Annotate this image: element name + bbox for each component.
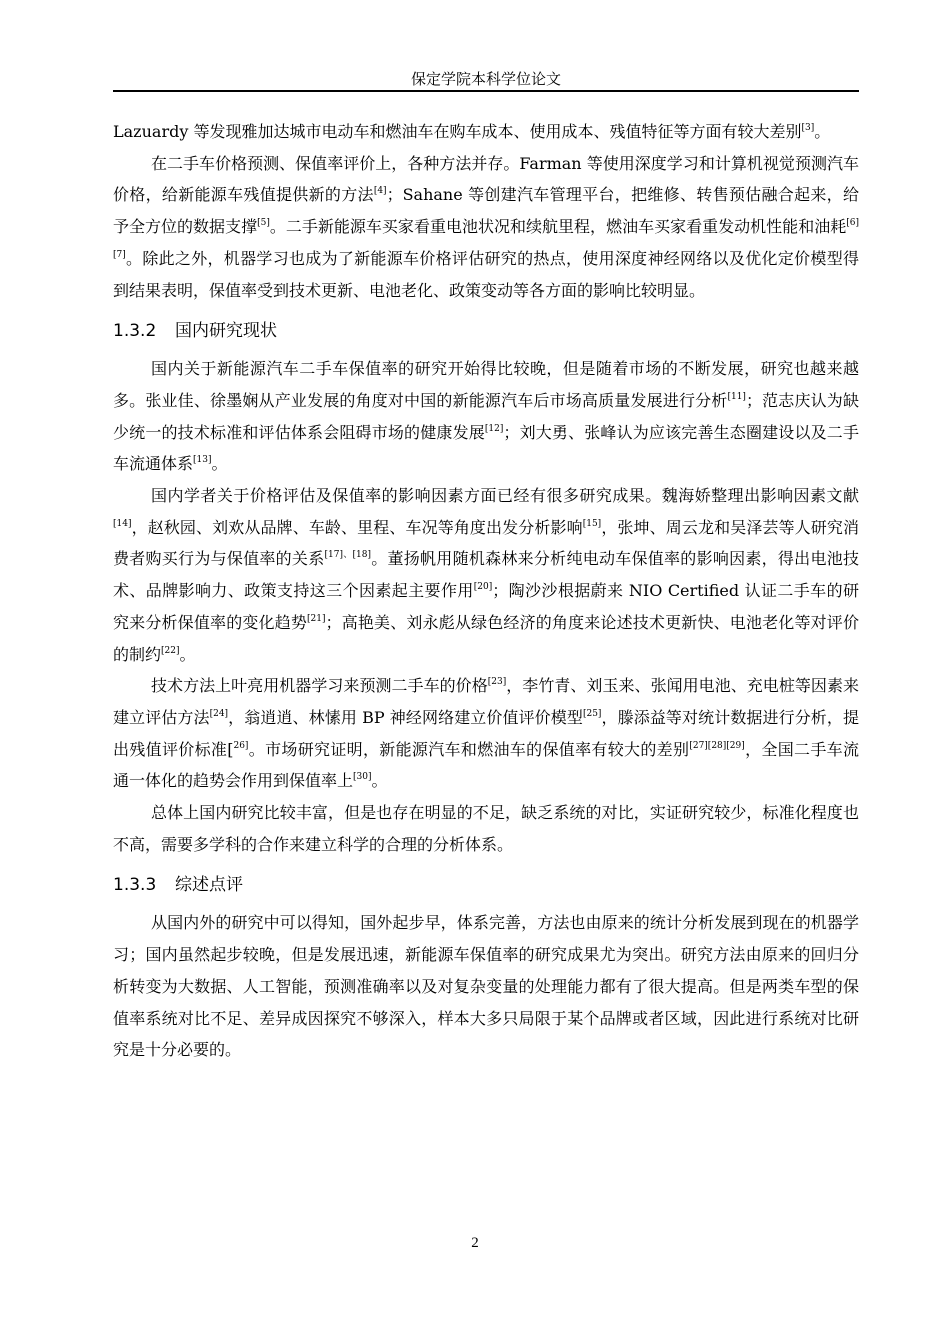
text: ；高艳美、刘永彪从绿色经济的角度来论述技术更新快、电池老化等对评价的制约 <box>113 612 859 664</box>
text: 国内学者关于价格评估及保值率的影响因素方面已经有很多研究成果。魏海娇整理出影响因素文献 <box>151 486 859 506</box>
text: ；Sahane 等创建汽车管理平台，把维修、转售预估融合起来，给予全方位的数据支撑 <box>113 185 859 237</box>
citation: [22] <box>161 645 180 656</box>
text: 。 <box>814 122 831 141</box>
citation: [20] <box>473 582 493 593</box>
citation: 26] <box>233 740 249 751</box>
citation: [11] <box>727 391 746 402</box>
citation: [17]、[18] <box>324 550 371 561</box>
section-number: 1.3.3 <box>113 875 157 896</box>
paragraph-domestic-overview <box>113 353 859 480</box>
citation: [14] <box>113 518 132 529</box>
text: 国内关于新能源汽车二手车保值率的研究开始得比较晚，但是随着市场的不断发展，研究也越来越多。张业佳、徐墨娴从产业发展的角度对中国的新能源汽车后市场高质量发展进行分析 <box>113 359 859 410</box>
text: 。除此之外，机器学习也成为了新能源车价格评估研究的热点，使用深度神经网络以及优化定价模型得到结果表明，保值率受到技术更新、电池老化、政策变动等各方面的影响比较明显。 <box>113 248 859 300</box>
citation: [12] <box>484 423 504 434</box>
section-heading-1-3-3 <box>113 871 859 899</box>
running-header: 保定学院本科学位论文 <box>113 70 859 92</box>
body-text <box>113 116 859 1066</box>
text: 。 <box>211 454 228 474</box>
citation: [21] <box>307 613 326 624</box>
text: ，赵秋园、刘欢从品牌、车龄、里程、车况等角度出发分析影响 <box>131 517 583 537</box>
citation: [3] <box>801 123 815 133</box>
text: ；陶沙沙根据蔚来 NIO Certified 认证二手车的研究来分析保值率的变化趋势 <box>113 581 859 632</box>
citation: [24] <box>209 708 229 719</box>
text: ，全国二手车流通一体化的趋势会作用到保值率上 <box>113 739 859 791</box>
paragraph-technical-methods <box>113 670 859 797</box>
text: 。董扬帆用随机森林来分析纯电动车保值率的影响因素，得出电池技术、品牌影响力、政策支持这三个因素起主要作用 <box>113 549 859 601</box>
paragraph-price-prediction <box>113 148 859 307</box>
text: 技术方法上叶亮用机器学习来预测二手车的价格 <box>151 676 488 696</box>
citation: [4] <box>373 186 387 197</box>
paragraph-lazuardy <box>113 116 859 148</box>
citation: [30] <box>353 772 372 783</box>
paragraph-summary-domestic: 总体上国内研究比较丰富，但是也存在明显的不足，缺乏系统的对比，实证研究较少，标准化程度也不高，需要多学科的合作来建立科学的合理的分析体系。 <box>113 803 859 854</box>
text: ，翁逍逍、林愫用 BP 神经网络建立价值评价模型 <box>228 707 583 727</box>
citation: [13] <box>193 455 212 466</box>
citation: [5] <box>257 218 270 229</box>
section-title: 综述点评 <box>175 875 243 896</box>
text: ，张坤、周云龙和吴泽芸等人研究消费者购买行为与保值率的关系 <box>113 517 859 569</box>
text: 。市场研究证明，新能源汽车和燃油车的保值率有较大的差别 <box>248 739 690 759</box>
section-title: 国内研究现状 <box>175 321 277 342</box>
text: ，滕添益等对统计数据进行分析，提出残值评价标准[ <box>113 707 859 759</box>
citation: [25] <box>582 708 602 719</box>
citation: [15] <box>582 518 602 529</box>
text: 。 <box>371 771 388 791</box>
paragraph-review-comment: 从国内外的研究中可以得知，国外起步早，体系完善，方法也由原来的统计分析发展到现在的机器学习；国内虽然起步较晚，但是发展迅速，新能源车保值率的研究成果尤为突出。研究方法由原来的回归分析转变为大数据、人工智能，预测准确率以及对复杂变量的处理能力都有了很大提高。但是两类车型的保值率系统对比不足、差异成因探究不够深入，样本大多只局限于某个品牌或者区域，因此进行系统对比研究是十分必要的。 <box>113 913 859 1060</box>
section-heading-1-3-2 <box>113 317 859 345</box>
paragraph-influence-factors <box>113 480 859 670</box>
text: 。 <box>179 644 196 664</box>
text: 。二手新能源车买家看重电池状况和续航里程，燃油车买家看重发动机性能和油耗 <box>269 217 847 237</box>
section-number: 1.3.2 <box>113 321 157 342</box>
citation: [27][28][29] <box>689 740 745 751</box>
page-number: 2 <box>471 1235 479 1251</box>
citation: [23] <box>487 677 507 688</box>
text: ；刘大勇、张峰认为应该完善生态圈建设以及二手车流通体系 <box>113 422 859 474</box>
text: ，李竹青、刘玉来、张闻用电池、充电桩等因素来建立评估方法 <box>113 676 859 727</box>
citation: [6][7] <box>113 218 859 260</box>
text: Lazuardy 等发现雅加达城市电动车和燃油车在购车成本、使用成本、残值特征等方面有较大差别 <box>113 122 802 141</box>
text: 在二手车价格预测、保值率评价上，各种方法并存。Farman 等使用深度学习和计算机视觉预测汽车价格，给新能源车残值提供新的方法 <box>113 153 859 205</box>
text: ；范志庆认为缺少统一的技术标准和评估体系会阻碍市场的健康发展 <box>113 390 859 442</box>
